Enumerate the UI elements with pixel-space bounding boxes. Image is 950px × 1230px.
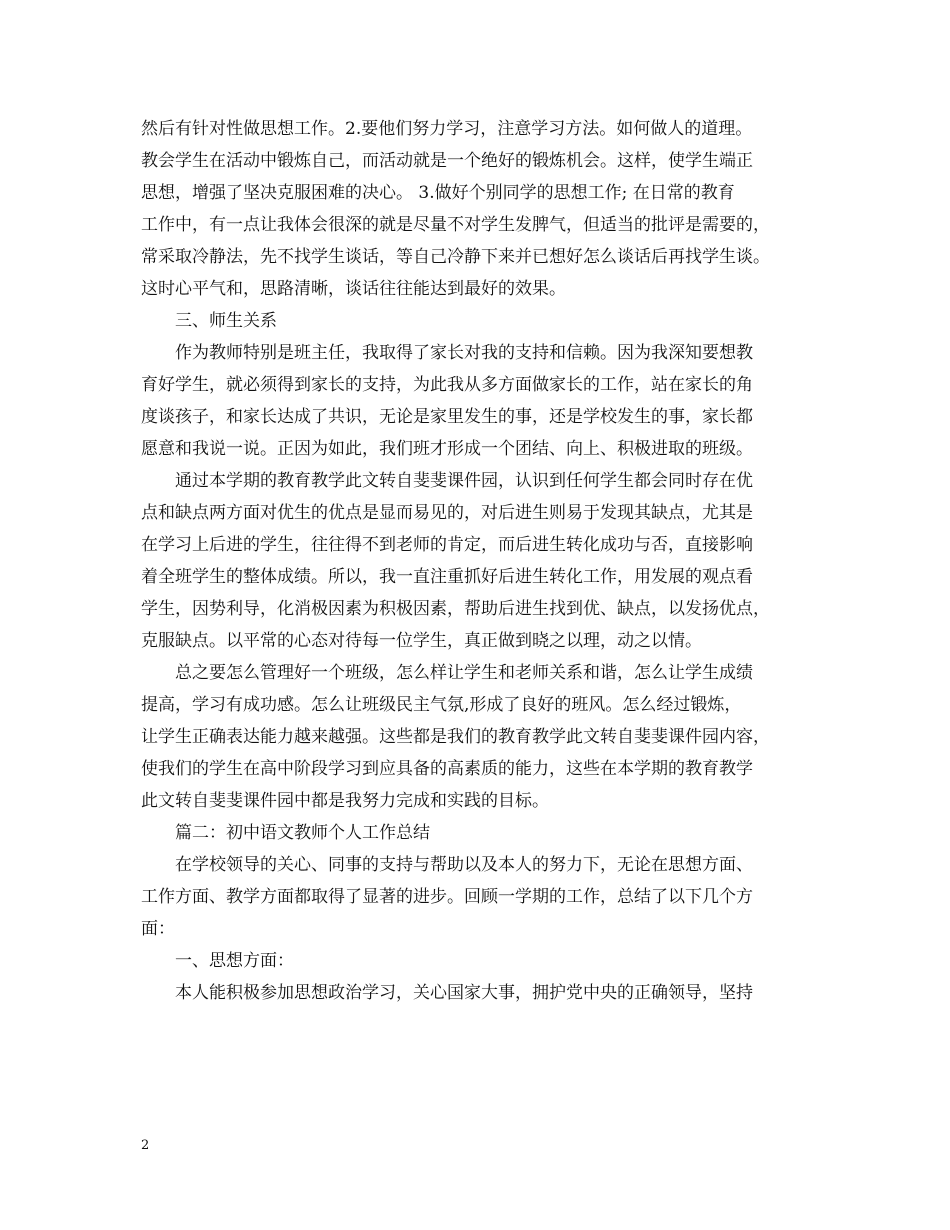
paragraph-start-line: 作为教师特别是班主任，我取得了家长对我的支持和信赖。因为我深知要想教	[175, 343, 753, 363]
chapter-heading: 篇二：初中语文教师个人工作总结	[175, 823, 430, 843]
text-line: 工作方面、教学方面都取得了显著的进步。回顾一学期的工作，总结了以下几个方	[141, 887, 753, 907]
paragraph-start-line: 总之要怎么管理好一个班级，怎么样让学生和老师关系和谐，怎么让学生成绩	[175, 663, 753, 683]
text-line: 着全班学生的整体成绩。所以，我一直注重抓好后进生转化工作，用发展的观点看	[141, 567, 753, 587]
text-line: 使我们的学生在高中阶段学习到应具备的高素质的能力，这些在本学期的教育教学	[141, 759, 753, 779]
text-line: 学生，因势利导，化消极因素为积极因素，帮助后进生找到优、缺点，以发扬优点，	[141, 599, 770, 619]
text-line: 在学习上后进的学生，往往得不到老师的肯定，而后进生转化成功与否，直接影响	[141, 535, 753, 555]
section-heading: 三、师生关系	[175, 311, 277, 331]
text-line: 思想，增强了坚决克服困难的决心。 3.做好个别同学的思想工作; 在日常的教育	[141, 183, 735, 203]
paragraph-start-line: 在学校领导的关心、同事的支持与帮助以及本人的努力下，无论在思想方面、	[175, 855, 753, 875]
text-line: 教会学生在活动中锻炼自己，而活动就是一个绝好的锻炼机会。这样，使学生端正	[141, 151, 753, 171]
text-line: 点和缺点两方面对优生的优点是显而易见的，对后进生则易于发现其缺点，尤其是	[141, 503, 753, 523]
text-line: 工作中，有一点让我体会很深的就是尽量不对学生发脾气，但适当的批评是需要的，	[141, 215, 770, 235]
text-line: 克服缺点。以平常的心态对待每一位学生，真正做到晓之以理，动之以情。	[141, 631, 702, 651]
page-number: 2	[141, 1138, 150, 1153]
text-line: 面：	[141, 919, 175, 939]
text-line: 这时心平气和，思路清晰，谈话往往能达到最好的效果。	[141, 279, 566, 299]
text-line: 此文转自斐斐课件园中都是我努力完成和实践的目标。	[141, 791, 549, 811]
text-line: 育好学生，就必须得到家长的支持，为此我从多方面做家长的工作，站在家长的角	[141, 375, 753, 395]
text-line: 常采取冷静法，先不找学生谈话，等自己冷静下来并已想好怎么谈话后再找学生谈。	[141, 247, 770, 267]
section-heading: 一、思想方面：	[175, 951, 294, 971]
paragraph-start-line: 通过本学期的教育教学此文转自斐斐课件园，认识到任何学生都会同时存在优	[175, 471, 753, 491]
text-line: 让学生正确表达能力越来越强。这些都是我们的教育教学此文转自斐斐课件园内容，	[141, 727, 770, 747]
text-line: 提高，学习有成功感。怎么让班级民主气氛,形成了良好的班风。怎么经过锻炼，	[141, 695, 742, 715]
text-line: 然后有针对性做思想工作。2.要他们努力学习，注意学习方法。如何做人的道理。	[141, 119, 753, 139]
text-line: 愿意和我说一说。正因为如此，我们班才形成一个团结、向上、积极进取的班级。	[141, 439, 753, 459]
document-body	[141, 113, 821, 1009]
paragraph-start-line: 本人能积极参加思想政治学习，关心国家大事，拥护党中央的正确领导，坚持	[175, 983, 753, 1003]
text-line: 度谈孩子，和家长达成了共识，无论是家里发生的事，还是学校发生的事，家长都	[141, 407, 753, 427]
